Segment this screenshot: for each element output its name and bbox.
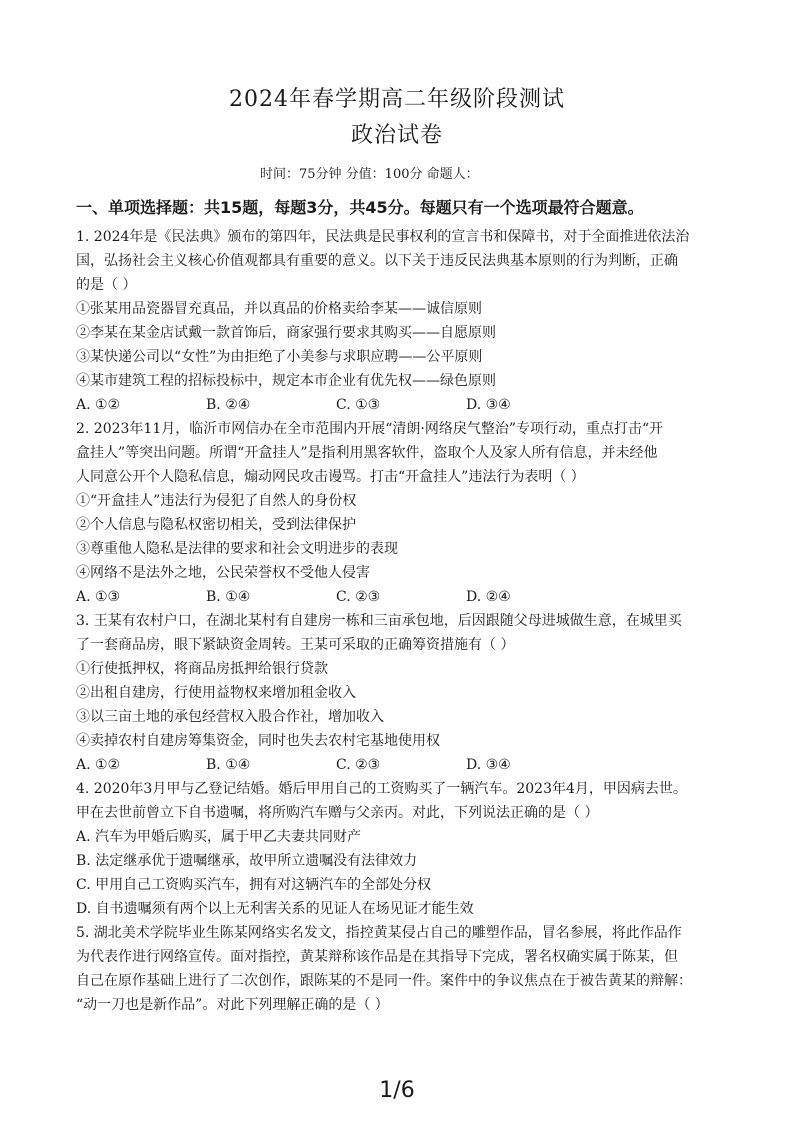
question-statement: ③以三亩土地的承包经营权入股合作社，增加收入 [76,709,384,725]
exam-title: 2024年春学期高二年级阶段测试 [229,87,565,112]
exam-subtitle: 政治试卷 [350,123,443,148]
section-heading: 一、单项选择题：共15题，每题3分，共45分。每题只有一个选项最符合题意。 [76,198,644,217]
question-statement: ①行使抵押权，将商品房抵押给银行贷款 [76,661,328,677]
question-stem-line: 为代表作进行网络宣传。面对指控，黄某辩称该作品是在其指导下完成，署名权确实属于陈某，但 [76,949,678,965]
question-statement: D. 自书遗嘱须有两个以上无利害关系的见证人在场见证才能生效 [76,901,474,917]
question-stem-line: 4. 2020年3月甲与乙登记结婚。婚后甲用自己的工资购买了一辆汽车。2023年4月，甲因病去世。 [76,781,687,797]
answer-option: A. ①② [76,397,121,413]
question-statement: ②李某在某金店试戴一款首饰后，商家强行要求其购买——自愿原则 [76,325,496,341]
question-3 [76,609,782,777]
question-stem-line: 1. 2024年是《民法典》颁布的第四年，民法典是民事权利的宣言书和保障书，对于全面推进依法治 [76,229,690,245]
question-list [76,225,782,1017]
question-stem-line: 5. 湖北美术学院毕业生陈某网络实名发文，指控黄某侵占自己的雕塑作品，冒名参展，将此作品作 [76,925,682,941]
page-number: 1/6 [379,1078,415,1103]
question-statement: C. 甲用自己工资购买汽车，拥有对这辆汽车的全部处分权 [76,877,432,893]
answer-option: D. ②④ [466,589,511,605]
question-5 [76,921,782,1017]
question-statement: ①“开盒挂人”违法行为侵犯了自然人的身份权 [76,493,357,509]
answer-option: B. ①④ [206,757,251,773]
question-stem-line: 盒挂人”等突出问题。所谓“开盒挂人”是指利用黑客软件，盗取个人及家人所有信息，并未经他 [76,445,658,461]
question-stem-line: 了一套商品房，眼下紧缺资金周转。王某可采取的正确筹资措施有（ ） [76,637,515,653]
question-statement: ④网络不是法外之地，公民荣誉权不受他人侵害 [76,565,370,581]
question-stem-line: 甲在去世前曾立下自书遗嘱，将所购汽车赠与父亲丙。对此，下列说法正确的是（ ） [76,805,599,821]
answer-options [76,585,782,609]
answer-option: C. ①③ [336,397,381,413]
answer-option: B. ②④ [206,397,251,413]
question-stem-line: “动一刀也是新作品”。对此下列理解正确的是（ ） [76,997,389,1013]
answer-option: C. ②③ [336,589,381,605]
question-statement: B. 法定继承优于遗嘱继承，故甲所立遗嘱没有法律效力 [76,853,418,869]
answer-option: B. ①④ [206,589,251,605]
question-statement: ①张某用品瓷器冒充真品，并以真品的价格卖给李某——诚信原则 [76,301,482,317]
question-statement: ③某快递公司以“女性”为由拒绝了小美参与求职应聘——公平原则 [76,349,483,365]
exam-meta: 时间：75分钟 分值：100分 命题人： [260,167,479,182]
answer-option: D. ③④ [466,757,511,773]
question-stem-line: 3. 王某有农村户口，在湖北某村有自建房一栋和三亩承包地，后因跟随父母进城做生意，在城里买 [76,613,682,629]
answer-option: A. ①② [76,757,121,773]
question-4 [76,777,782,921]
answer-options [76,393,782,417]
question-stem-line: 国，弘扬社会主义核心价值观都具有重要的意义。以下关于违反民法典基本原则的行为判断，正确 [76,253,678,269]
answer-options [76,753,782,777]
question-statement: ④卖掉农村自建房筹集资金，同时也失去农村宅基地使用权 [76,733,440,749]
question-stem-line: 的是（ ） [76,277,137,293]
answer-option: A. ①③ [76,589,121,605]
question-stem-line: 人同意公开个人隐私信息，煽动网民攻击谩骂。打击“开盒挂人”违法行为表明（ ） [76,469,585,485]
answer-option: C. ②③ [336,757,381,773]
question-statement: A. 汽车为甲婚后购买，属于甲乙夫妻共同财产 [76,829,362,845]
question-statement: ②出租自建房，行使用益物权来增加租金收入 [76,685,356,701]
answer-option: D. ③④ [466,397,511,413]
question-stem-line: 自己在原作基础上进行了二次创作，跟陈某的不是同一件。案件中的争议焦点在于被告黄某的辩解： [76,973,692,989]
question-1 [76,225,782,417]
question-statement: ④某市建筑工程的招标投标中，规定本市企业有优先权——绿色原则 [76,373,496,389]
question-stem-line: 2. 2023年11月，临沂市网信办在全市范围内开展“清朗·网络戾气整治”专项行动，重点打击“开 [76,421,664,437]
question-2 [76,417,782,609]
question-statement: ②个人信息与隐私权密切相关，受到法律保护 [76,517,356,533]
question-statement: ③尊重他人隐私是法律的要求和社会文明进步的表现 [76,541,398,557]
